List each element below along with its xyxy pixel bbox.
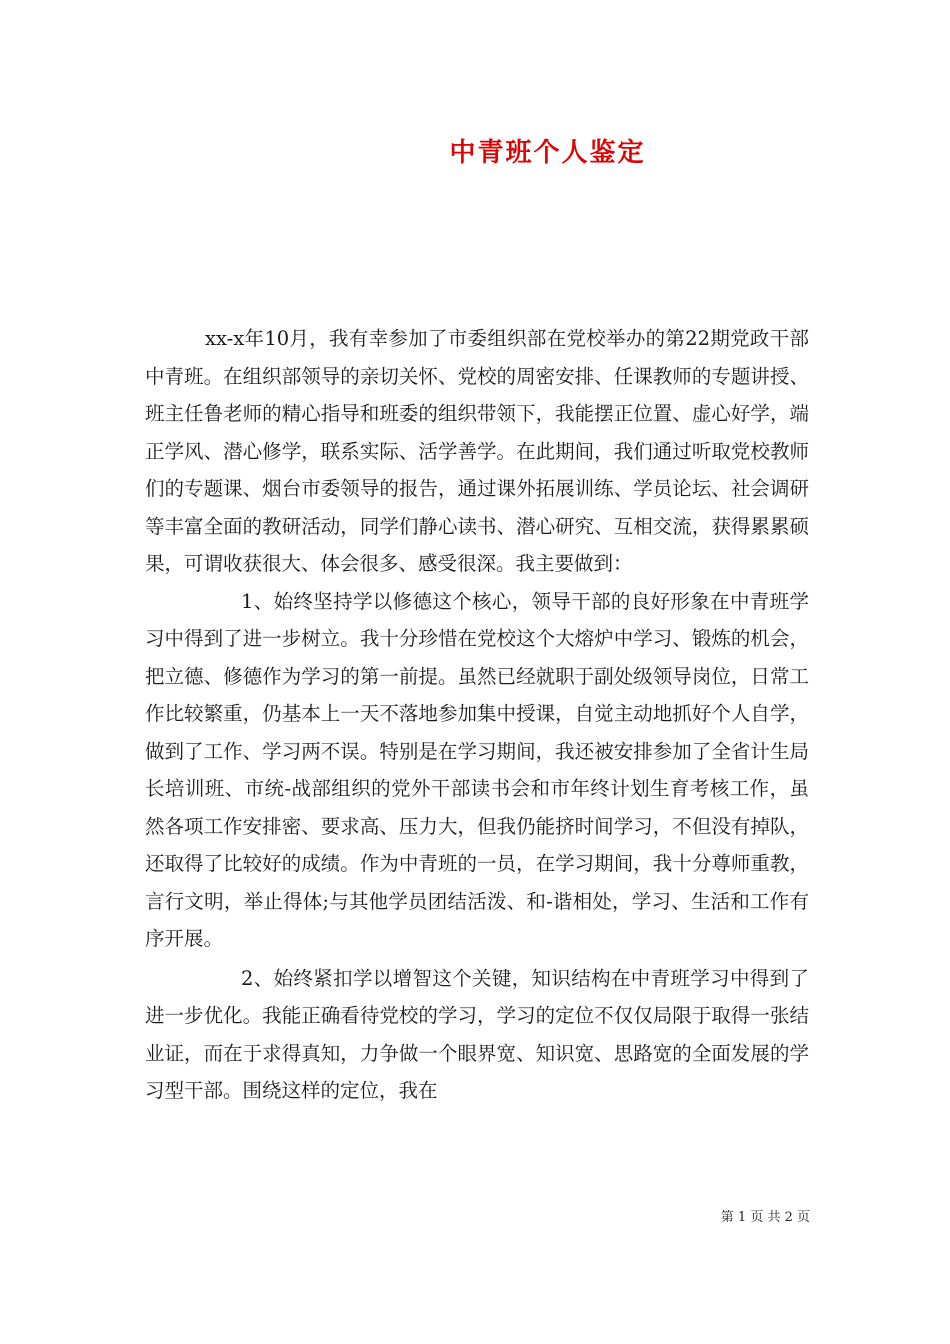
page-number-footer: 第 1 页 共 2 页 — [720, 1210, 810, 1225]
paragraph-point-2: 2、始终紧扣学以增智这个关键，知识结构在中青班学习中得到了进一步优化。我能正确看待党校的学习，学习的定位不仅仅局限于取得一张结业证，而在于求得真知，力争做一个眼界宽、知识宽、思路宽的全面发展的学习型干部。围绕这样的定位，我在 — [145, 966, 809, 1102]
paragraph-point-1: 1、始终坚持学以修德这个核心，领导干部的良好形象在中青班学习中得到了进一步树立。我十分珍惜在党校这个大熔炉中学习、锻炼的机会，把立德、修德作为学习的第一前提。虽然已经就职于副处级领导岗位，日常工作比较繁重，仍基本上一天不落地参加集中授课，自觉主动地抓好个人自学，做到了工作、学习两不误。特别是在学习期间，我还被安排参加了全省计生局长培训班、市统-战部组织的党外干部读书会和市年终计划生育考核工作，虽然各项工作安排密、要求高、压力大，但我仍能挤时间学习，不但没有掉队，还取得了比较好的成绩。作为中青班的一员，在学习期间，我十分尊师重教，言行文明，举止得体;与其他学员团结活泼、和-谐相处，学习、生活和工作有序开展。 — [145, 589, 809, 950]
document-body — [145, 320, 809, 1110]
paragraph-intro: xx-x年10月，我有幸参加了市委组织部在党校举办的第22期党政干部中青班。在组织部领导的亲切关怀、党校的周密安排、任课教师的专题讲授、班主任鲁老师的精心指导和班委的组织带领下，我能摆正位置、虚心好学，端正学风、潜心修学，联系实际、活学善学。在此期间，我们通过听取党校教师们的专题课、烟台市委领导的报告，通过课外拓展训练、学员论坛、社会调研等丰富全面的教研活动，同学们静心读书、潜心研究、互相交流，获得累累硕果，可谓收获很大、体会很多、感受很深。我主要做到： — [145, 327, 809, 575]
document-title: 中青班个人鉴定 — [449, 138, 646, 168]
